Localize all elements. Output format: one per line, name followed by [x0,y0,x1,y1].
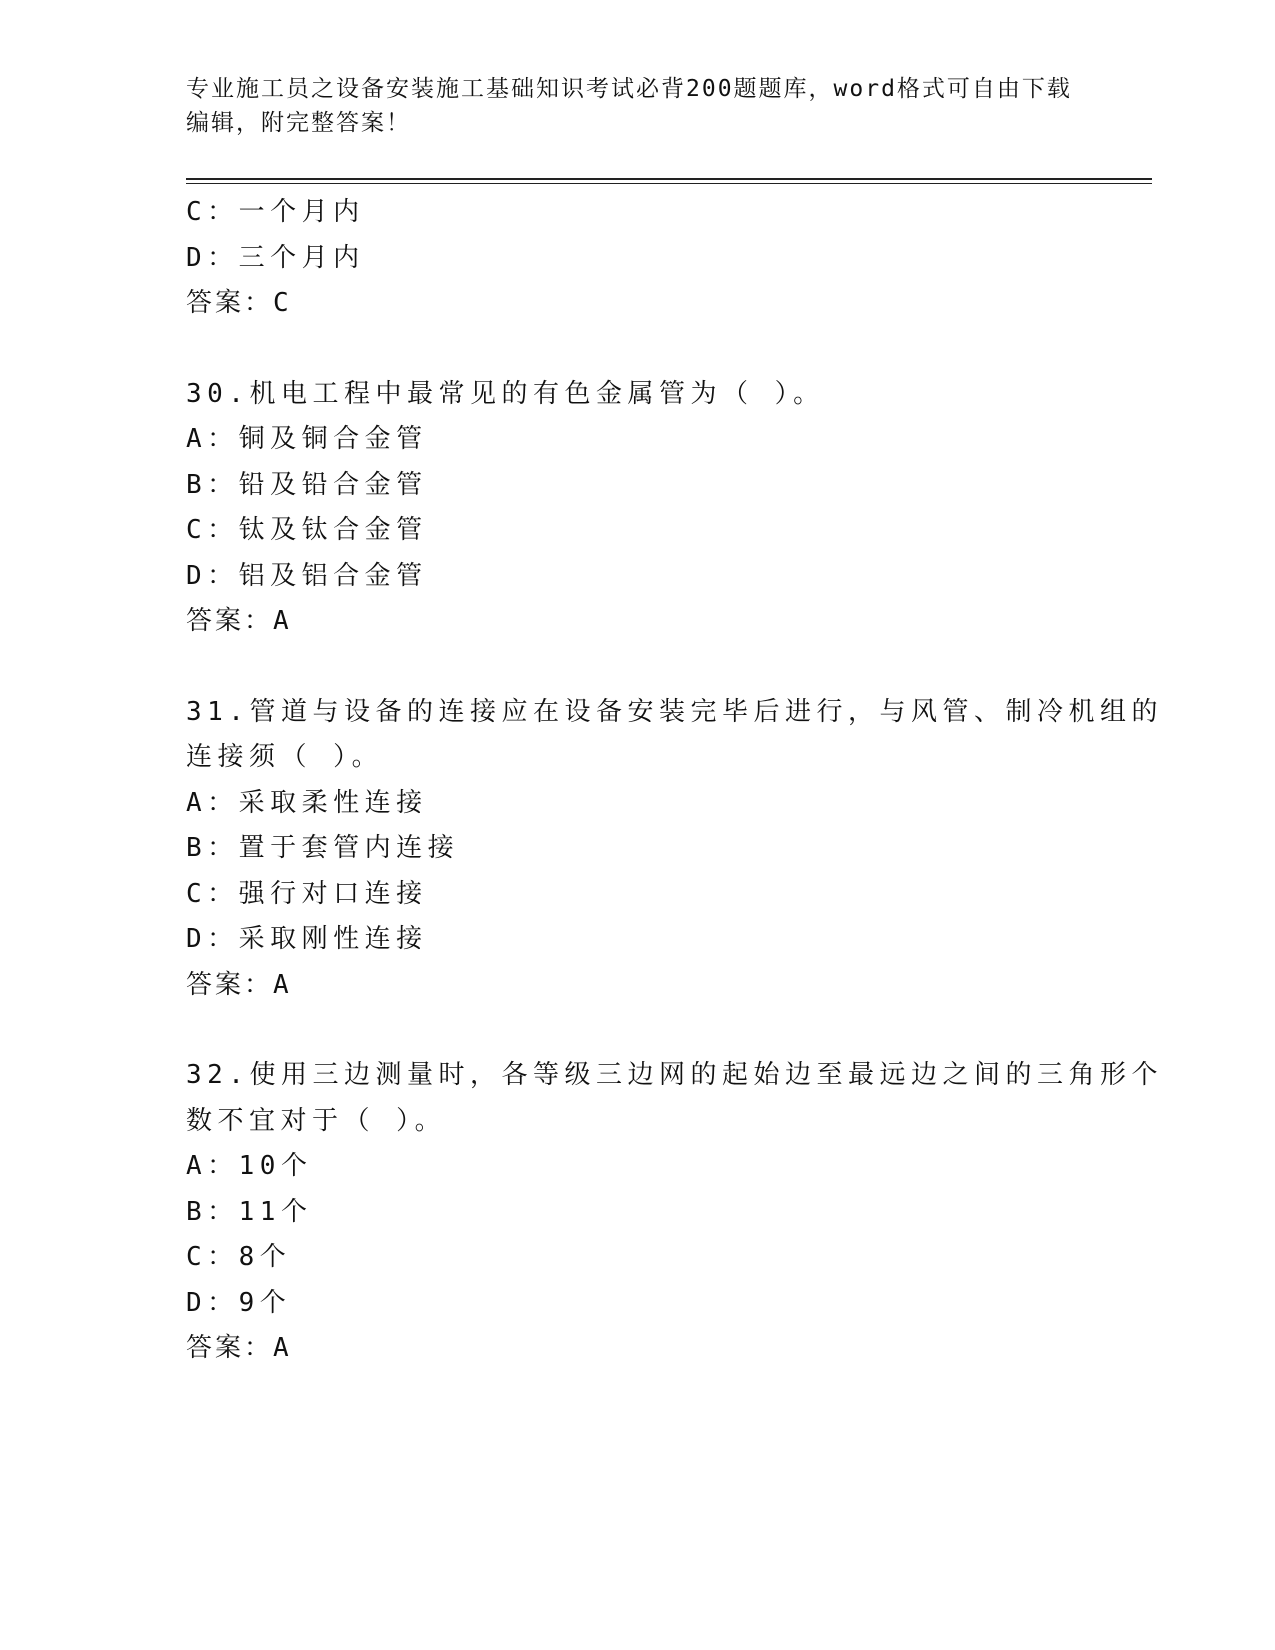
question-stem-line-2: 连接须（ ）。 [186,742,384,772]
header-title-line-2: 编辑，附完整答案！ [186,110,411,136]
option-c: C：钛及钛合金管 [186,515,428,545]
option-b: B：铅及铅合金管 [186,469,428,500]
option-d: D：9个 [186,1287,292,1318]
spacer [186,327,1086,372]
document-header [186,72,1086,140]
question-31 [186,690,1163,1009]
question-32 [186,1053,1163,1372]
option-a: A：铜及铜合金管 [186,424,428,454]
question-30 [186,372,1086,645]
option-d: D：采取刚性连接 [186,924,428,954]
header-title-line-1: 专业施工员之设备安装施工基础知识考试必背200题题库，word格式可自由下载 [186,76,1072,102]
question-stem-line-2: 数不宜对于（ ）。 [186,1105,447,1136]
question-stem-line-1: 32.使用三边测量时，各等级三边网的起始边至最远边之间的三角形个 [186,1060,1163,1090]
option-d: D：铝及铝合金管 [186,560,428,591]
question-list [186,190,1163,1372]
question-29 [186,190,1086,327]
option-a: A：采取柔性连接 [186,787,428,818]
spacer [186,645,1086,690]
answer: 答案：A [186,1333,292,1363]
header-divider-thin [186,183,1152,184]
question-stem-line-1: 31.管道与设备的连接应在设备安装完毕后进行，与风管、制冷机组的 [186,696,1163,727]
answer: 答案：A [186,606,292,636]
answer: 答案：A [186,969,292,1000]
option-b: B：11个 [186,1196,313,1227]
option-c: C：一个月内 [186,197,365,227]
spacer [186,1008,1086,1053]
option-d: D：三个月内 [186,242,365,273]
option-b: B：置于套管内连接 [186,833,460,863]
question-stem: 30.机电工程中最常见的有色金属管为（ ）。 [186,378,825,409]
option-a: A：10个 [186,1151,313,1181]
answer: 答案：C [186,288,292,318]
header-divider-thick [186,178,1152,180]
option-c: C：强行对口连接 [186,878,428,909]
option-c: C：8个 [186,1242,292,1272]
